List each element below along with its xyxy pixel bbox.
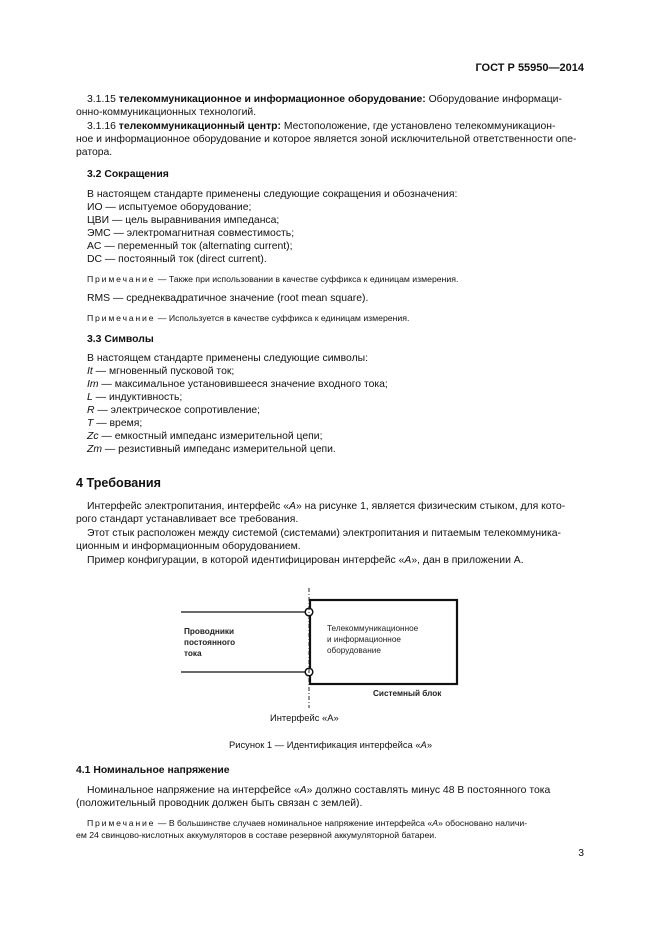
section-heading-requirements: 4 Требования bbox=[76, 476, 161, 490]
def-term: телекоммуникационное и информационное оборудование: bbox=[118, 94, 426, 105]
abbr-item: ЭМС — электромагнитная совместимость; bbox=[87, 228, 295, 239]
abbr-item: AC — переменный ток (alternating current); bbox=[87, 241, 293, 252]
req-paragraph-2-line1: Этот стык расположен между системой (системами) электропитания и питаемым телекоммуника- bbox=[87, 528, 561, 539]
symbols-intro: В настоящем стандарте применены следующие символы: bbox=[87, 353, 369, 364]
definition-3-1-16-line3: ратора. bbox=[76, 147, 113, 158]
symbol-item: Zm — резистивный импеданс измерительной цепи. bbox=[87, 444, 336, 455]
nominal-note-line2: ем 24 свинцово-кислотных аккумуляторов в составе резервной аккумуляторной батареи. bbox=[76, 830, 437, 840]
note-label: Примечание bbox=[87, 313, 156, 323]
note-label: Примечание bbox=[87, 274, 156, 284]
symbol-item: R — электрическое сопротивление; bbox=[87, 405, 261, 416]
def-term: телекоммуникационный центр: bbox=[118, 121, 281, 132]
note-text: — Используется в качестве суффикса к единицам измерения. bbox=[157, 313, 410, 323]
symbol-item: T — время; bbox=[87, 418, 143, 429]
abbr-item: ИО — испытуемое оборудование; bbox=[87, 202, 252, 213]
req-paragraph-1-line2: рого стандарт устанавливает все требования. bbox=[76, 514, 299, 525]
section-heading-symbols: 3.3 Символы bbox=[87, 334, 154, 345]
section-heading-abbreviations: 3.2 Сокращения bbox=[87, 169, 169, 180]
figure-interface-label: Интерфейс «А» bbox=[270, 712, 339, 723]
symbol-item: L — индуктивность; bbox=[87, 392, 183, 403]
figure-dc-conductors-label: Проводники постоянного тока bbox=[184, 627, 236, 658]
symbol-item: Im — максимальное установившееся значение входного тока; bbox=[87, 379, 388, 390]
definition-3-1-16-line2: ное и информационное оборудование и которое является зоной исключительной ответственности опе- bbox=[76, 134, 577, 145]
req-paragraph-1-line1: Интерфейс электропитания, интерфейс «A» на рисунке 1, является физическим стыком, для кото- bbox=[87, 501, 566, 512]
standard-number: ГОСТ Р 55950—2014 bbox=[475, 62, 584, 74]
note-text: — Также при использовании в качестве суффикса к единицам измерения. bbox=[157, 274, 459, 284]
section-heading-nominal-voltage: 4.1 Номинальное напряжение bbox=[76, 765, 230, 776]
req-paragraph-3: Пример конфигурации, в которой идентифицирован интерфейс «A», дан в приложении А. bbox=[87, 555, 524, 566]
figure-system-block-label: Системный блок bbox=[373, 689, 442, 698]
figure-equipment-label: Телекоммуникационное и информационное оборудование bbox=[327, 624, 419, 655]
symbol-item: Zc — емкостный импеданс измерительной цепи; bbox=[87, 431, 323, 442]
def-text: Оборудование информаци- bbox=[428, 94, 562, 105]
page-number: 3 bbox=[578, 848, 584, 859]
abbr-rms: RMS — среднеквадратичное значение (root mean square). bbox=[87, 293, 369, 304]
symbol-item: It — мгновенный пусковой ток; bbox=[87, 366, 235, 377]
abbr-item: DC — постоянный ток (direct current). bbox=[87, 254, 267, 265]
def-text: Местоположение, где установлено телекоммуникацион- bbox=[283, 121, 556, 132]
abbr-item: ЦВИ — цель выравнивания импеданса; bbox=[87, 215, 280, 226]
definition-3-1-15-line2: онно-коммуникационных технологий. bbox=[76, 107, 257, 118]
nominal-paragraph-line2: (положительный проводник должен быть связан с землей). bbox=[76, 798, 363, 809]
def-number: 3.1.16 bbox=[87, 121, 116, 132]
nominal-note-line1: Примечание — В большинстве случаев номинальное напряжение интерфейса «A» обосновано наличи- bbox=[87, 818, 528, 828]
def-number: 3.1.15 bbox=[87, 94, 116, 105]
figure-caption: Рисунок 1 — Идентификация интерфейса «А» bbox=[228, 739, 433, 750]
req-paragraph-2-line2: ционным и информационным оборудованием. bbox=[76, 541, 301, 552]
nominal-paragraph-line1: Номинальное напряжение на интерфейсе «A» должно составлять минус 48 В постоянного тока bbox=[87, 785, 551, 796]
abbr-intro: В настоящем стандарте применены следующие сокращения и обозначения: bbox=[87, 189, 458, 200]
